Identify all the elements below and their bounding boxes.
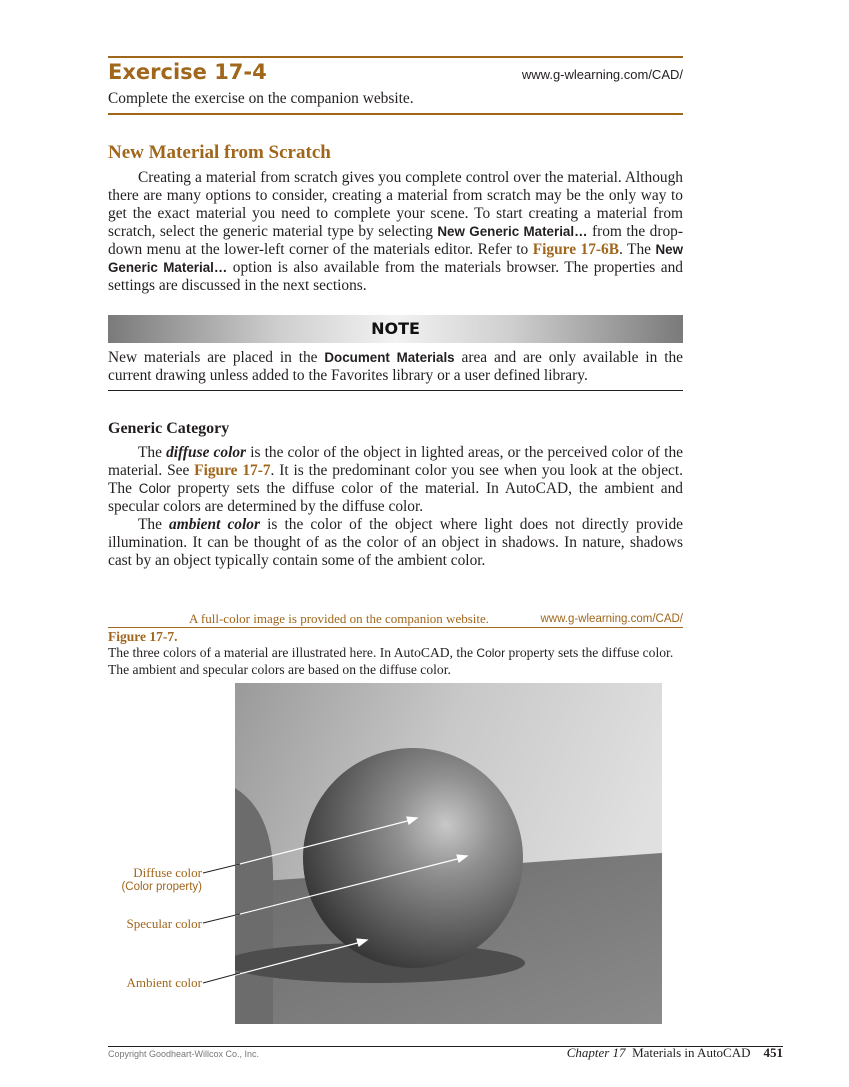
text: option is also available from the materials browser. The properties and settings are discussed in the next sections. [108,259,683,294]
text: The [138,444,167,461]
sphere [303,748,523,968]
text: area and are only available in the current drawing unless added to the Favorites library or a user defined library. [108,349,683,384]
generic-heading: Generic Category [108,420,230,437]
term: diffuse color [166,444,247,461]
note-banner [108,315,683,343]
ui-term: New Generic Material… [437,224,588,239]
generic-paragraph-2 [108,516,683,570]
text: The [138,516,170,533]
note-text [108,349,683,385]
section-heading: New Material from Scratch [108,142,331,163]
callout-specular: Specular color [126,916,202,931]
footer-copyright: Copyright Goodheart-Willcox Co., Inc. [108,1049,260,1059]
text: . The [619,241,656,258]
term: ambient color [169,516,260,533]
text: Creating a material from scratch gives you complete control over the material. Although there are many options to consider, creating a material from scratch may be the only way to get the exact material you need to complete your scene. To start creating a material from scratch, select the generic material type by selecting [108,169,683,240]
fullcolor-note: A full-color image is provided on the companion website. [189,611,490,626]
figure-url[interactable]: www.g-wlearning.com/CAD/ [540,613,683,625]
text: property sets the diffuse color of the material. In AutoCAD, the ambient and specular colors are determined by the diffuse color. [108,480,683,515]
text: is the color of the object in lighted areas, or the perceived color of the material. See [108,444,683,479]
figure-rule [108,627,683,628]
text: property sets the diffuse color. The ambient and specular colors are based on the diffuse color. [108,645,674,677]
chapter-number: Chapter 17 [566,1045,626,1060]
callout-diffuse-sub: (Color property) [121,881,202,893]
text: New materials are placed in the [108,349,325,366]
ui-term: Document Materials [324,350,455,365]
figure-ref-link[interactable]: Figure 17-6B [532,241,619,258]
ui-term: Color [138,481,171,496]
figure-ref-link[interactable]: Figure 17-7 [194,462,271,479]
callout-diffuse [121,865,202,895]
figure-label: Figure 17-7. [108,629,178,644]
figure-caption [108,645,683,677]
text: from the drop-down menu at the lower-left corner of the materials editor. Refer to [108,223,683,258]
chapter-title: Materials in AutoCAD [632,1045,751,1060]
callout-leaders [200,860,240,990]
ui-term: New Generic Material… [108,242,683,275]
exercise-title: Exercise 17-4 [108,60,267,84]
exercise-text: Complete the exercise on the companion website. [108,90,414,107]
section-paragraph [108,169,683,295]
exercise-bottom-rule [108,113,683,115]
figure-image [235,683,662,1024]
text: The three colors of a material are illustrated here. In AutoCAD, the [108,645,477,660]
ui-term: Color [476,646,506,660]
text: is the color of the object where light does not directly provide illumination. It can be thought of as the color of an object in shadows. In nature, shadows cast by an object typically contain some of the ambient color. [108,516,684,569]
exercise-url[interactable]: www.g-wlearning.com/CAD/ [521,67,683,82]
footer-chapter [567,1045,783,1061]
note-bottom-rule [108,390,683,391]
callout-diffuse-label: Diffuse color [133,865,202,880]
text: . It is the predominant color you see when you look at the object. The [108,462,684,497]
callout-ambient: Ambient color [126,975,202,990]
note-title: NOTE [371,319,420,338]
page-number: 451 [763,1045,783,1060]
exercise-top-rule [108,56,683,58]
generic-paragraph-1 [108,444,683,516]
